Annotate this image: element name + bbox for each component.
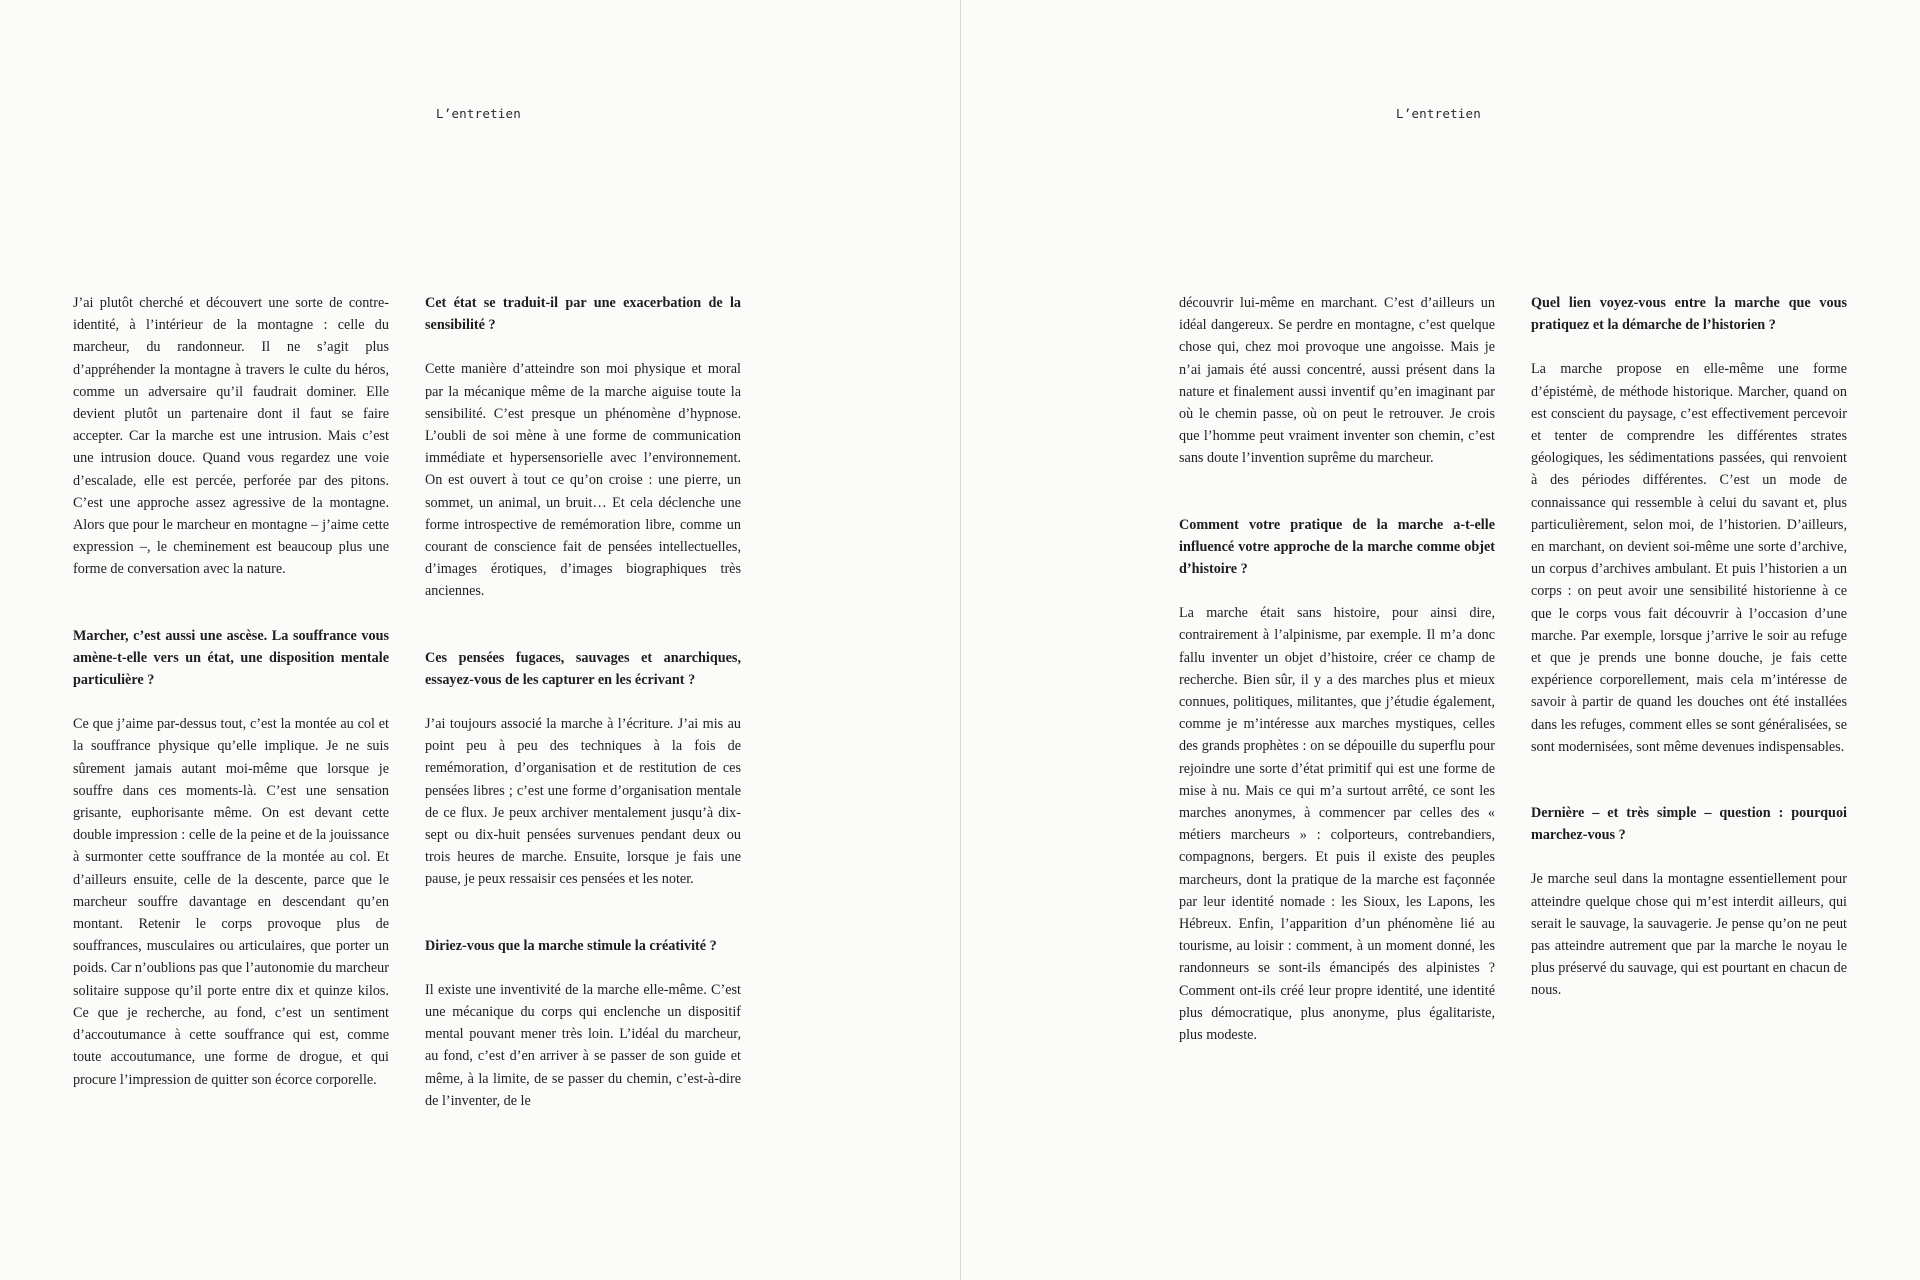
text-column-1 xyxy=(1179,292,1495,1046)
interview-question: Cet état se traduit-il par une exacerbation de la sensibilité ? xyxy=(425,295,741,334)
text-column-1 xyxy=(73,292,389,1091)
interview-answer: Ce que j’aime par-dessus tout, c’est la montée au col et la souffrance physique qu’elle implique. Je ne suis sûrement jamais autant moi-même que lorsque je souffre dans ces moments-là. C’est une sensation grisante, euphorisante même. On est devant cette double impression : celle de la peine et de la jouissance à surmonter cette souffrance de la montée au col. Et d’ailleurs ensuite, celle de la descente, parce que le marcheur souffre davantage en descendant qu’en montant. Retenir le corps provoque plus de souffrances, musculaires ou articulaires, que porter un poids. Car n’oublions pas que l’autonomie du marcheur solitaire suppose qu’il porte entre dix et quinze kilos. Ce que je recherche, au fond, c’est un sentiment d’accoutumance à cette souffrance qui est, comme toute accoutumance, une forme de drogue, et qui procure l’impression de quitter son écorce corporelle. xyxy=(73,716,389,1088)
interview-answer: J’ai toujours associé la marche à l’écriture. J’ai mis au point peu à peu des techniques à la fois de remémoration, d’organisation et de restitution de ces pensées libres ; c’est une forme d’organisation mentale de ce flux. Je peux archiver mentalement jusqu’à dix-sept ou dix-huit pensées survenues pendant deux ou trois heures de marche. Ensuite, lorsque je fais une pause, je peux ressaisir ces pensées et les noter. xyxy=(425,716,741,888)
interview-answer: Il existe une inventivité de la marche elle-même. C’est une mécanique du corps qui enclenche un dispositif mental pouvant mener très loin. L’idéal du marcheur, au fond, c’est d’en arriver à se passer de son guide et même, à la limite, de se passer du chemin, c’est-à-dire de l’inventer, de le xyxy=(425,981,741,1109)
text-column-2 xyxy=(425,292,741,1112)
interview-answer: J’ai plutôt cherché et découvert une sorte de contre-identité, à l’intérieur de la montagne : celle du marcheur, du randonneur. Il ne s’agit plus d’appréhender la montagne à travers le culte du héros, comme un adversaire qu’il faudrait dominer. Elle devient plutôt un partenaire dont il faut se faire accepter. Car la marche est une intrusion. Mais c’est une intrusion douce. Quand vous regardez une voie d’escalade, elle est percée, perforée par des pitons. C’est une approche assez agressive de la montagne. Alors que pour le marcheur en montagne – j’aime cette expression –, le cheminement est beaucoup plus une forme de conversation avec la nature. xyxy=(73,295,389,578)
interview-question: Marcher, c’est aussi une ascèse. La souffrance vous amène-t-elle vers un état, une disposition mentale particulière ? xyxy=(73,627,389,689)
interview-answer: Je marche seul dans la montagne essentiellement pour atteindre quelque chose qui m’est interdit ailleurs, qui serait le sauvage, la sauvagerie. Je pense qu’on ne peut pas atteindre autrement que par la marche le noyau le plus préservé du sauvage, qui est pourtant en chacun de nous. xyxy=(1531,871,1847,999)
interview-question: Comment votre pratique de la marche a-t-elle influencé votre approche de la marche comme objet d’histoire ? xyxy=(1179,516,1495,578)
right-page xyxy=(961,0,1920,1280)
interview-question: Quel lien voyez-vous entre la marche que vous pratiquez et la démarche de l’historien ? xyxy=(1531,295,1847,334)
running-head: L’entretien xyxy=(436,106,521,121)
interview-answer: Cette manière d’atteindre son moi physique et moral par la mécanique même de la marche aiguise toute la sensibilité. C’est presque un phénomène d’hypnose. L’oubli de soi mène à une forme de communication immédiate et hypersensorielle avec l’environnement. On est ouvert à tout ce qu’on croise : une pierre, un sommet, un animal, un bruit… Et cela déclenche une forme introspective de remémoration libre, comme un courant de conscience fait de pensées intellectuelles, d’images érotiques, d’images biographiques très anciennes. xyxy=(425,361,741,600)
interview-answer: La marche était sans histoire, pour ainsi dire, contrairement à l’alpinisme, par exemple. Il m’a donc fallu inventer un objet d’histoire, créer ce champ de recherche. Bien sûr, il y a des marches plus et mieux connues, politiques, militantes, que j’étudie également, comme je m’intéresse aux marches mystiques, celles des grands prophètes : on se dépouille du superflu pour rejoindre une sorte d’état primitif qui est une forme de mise à nu. Mais ce qui m’a surtout arrêté, ce sont les marches anonymes, à commencer par celles des « métiers marcheurs » : colporteurs, contrebandiers, compagnons, bergers. Et puis il existe des peuples marcheurs, dont la pratique de la marche est façonnée par leur identité nomade : les Sioux, les Lapons, les Hébreux. Enfin, l’apparition d’un phénomène lié au tourisme, au loisir : comment, à un moment donné, les randonneurs se sont-ils émancipés des alpinistes ? Comment ont-ils créé leur propre identité, une identité plus démocratique, plus anonyme, plus égalitariste, plus modeste. xyxy=(1179,605,1495,1044)
interview-question: Ces pensées fugaces, sauvages et anarchiques, essayez-vous de les capturer en les écrivant ? xyxy=(425,649,741,688)
interview-answer: découvrir lui-même en marchant. C’est d’ailleurs un idéal dangereux. Se perdre en montagne, c’est quelque chose qui, chez moi provoque une angoisse. Mais je n’ai jamais été aussi concentré, aussi présent dans la nature et finalement aussi inventif qu’en imaginant par où le chemin passe, où on peut le retrouver. Je crois que l’homme peut vraiment inventer son chemin, c’est sans doute l’invention suprême du marcheur. xyxy=(1179,295,1495,467)
interview-question: Diriez-vous que la marche stimule la créativité ? xyxy=(425,937,717,954)
interview-answer: La marche propose en elle-même une forme d’épistémè, de méthode historique. Marcher, quand on est conscient du paysage, c’est effectivement percevoir et tenter de comprendre les différentes strates géologiques, les sédimentations passées, qui renvoient à des périodes différentes. C’est un mode de connaissance qui ressemble à celui du savant et, plus particulièrement, selon moi, de l’historien. D’ailleurs, en marchant, on devient soi-même une sorte d’archive, un corpus d’archives ambulant. Et puis l’historien a un corps : on peut avoir une sensibilité historienne à ce que le corps vous fait découvrir à l’occasion d’une marche. Par exemple, lorsque j’arrive le soir au refuge et que je prends une bonne douche, je fais cette expérience corporellement, mais cela m’intéresse de savoir à partir de quand les douches ont été installées dans les refuges, comment elles se sont généralisées, se sont modernisées, sont même devenues indispensables. xyxy=(1531,361,1847,755)
interview-question: Dernière – et très simple – question : pourquoi marchez-vous ? xyxy=(1531,805,1847,844)
running-head: L’entretien xyxy=(1396,106,1481,121)
text-column-2 xyxy=(1531,292,1847,1002)
